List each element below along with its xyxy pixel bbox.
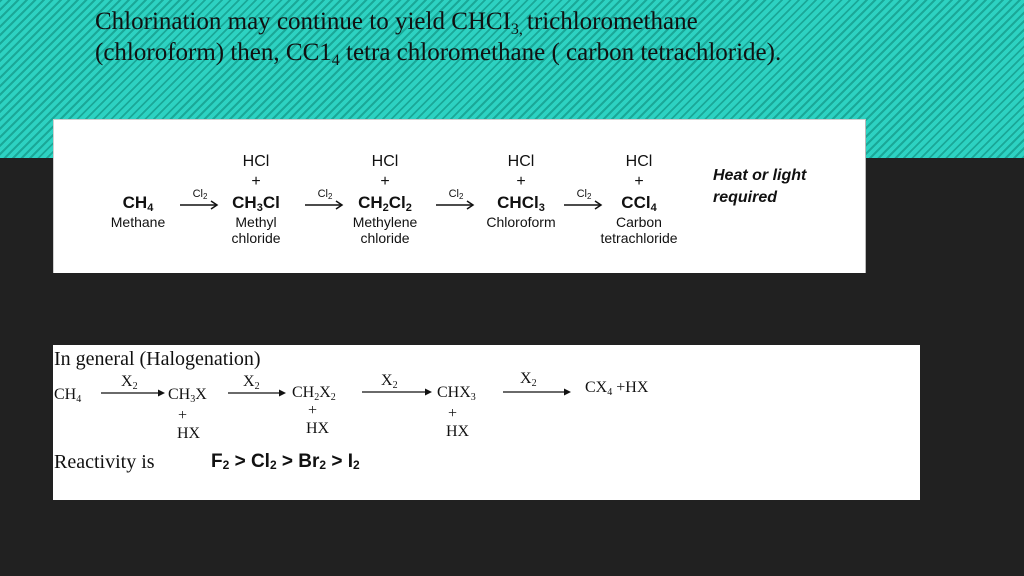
species-ch3x: $CH_3X$ — [168, 386, 207, 405]
plus-sign: + — [251, 173, 261, 190]
arrow-right-icon — [227, 388, 287, 398]
condition-note: Heat or light required — [713, 167, 807, 206]
reaction-arrow-2: $Cl_2$ — [303, 188, 347, 210]
reagent-label-3: $X_2$ — [381, 372, 398, 391]
reactivity-label: Reactivity is — [54, 451, 155, 473]
general-halogenation-box — [53, 345, 920, 500]
hcl-label: HCl — [242, 153, 270, 170]
title-text-3: (chloroform) then, CC1 — [95, 39, 332, 66]
reaction-arrow-1: $Cl_2$ — [178, 188, 222, 210]
methane-column — [83, 192, 193, 230]
carbon-tetrachloride-column: HCl + CCl$_4$ Carbon tetrachloride — [584, 152, 694, 246]
species-chx3: $CHX_3$ — [437, 384, 476, 403]
carbon-tetrachloride-formula: CCl$_4$ — [621, 193, 657, 214]
hx-label: HX — [306, 420, 330, 437]
methyl-chloride-column: HCl + $CH_3Cl$ Methyl chloride — [201, 152, 311, 246]
methyl-chloride-formula: $CH_3Cl$ — [232, 193, 280, 214]
reagent-label-2: $X_2$ — [243, 373, 260, 392]
title-text-2: trichloromethane — [526, 8, 698, 35]
species-cx4-hx: $CX_4 +HX$ — [585, 379, 649, 398]
methylene-chloride-formula: $CH_2Cl_2$ — [358, 193, 412, 214]
plus-sign: + — [448, 405, 458, 422]
reaction-arrow-4: $Cl_2$ — [562, 188, 606, 210]
title-text-1: Chlorination may continue to yield CHCI — [95, 8, 511, 35]
title-sub-2: 4 — [331, 52, 340, 69]
plus-sign: + — [308, 402, 318, 419]
methane-formula: $CH_4$ — [122, 193, 154, 214]
title-sub-1: 3, — [510, 21, 527, 38]
chlorination-scheme — [53, 119, 866, 273]
hx-label: HX — [446, 423, 470, 440]
title-text-4: tetra chloromethane ( carbon tetrachloride). — [339, 39, 782, 66]
general-title: In general (Halogenation) — [54, 348, 261, 370]
chloroform-formula: CHCl$_3$ — [497, 193, 545, 214]
reagent-label-1: $X_2$ — [121, 373, 138, 392]
arrow-right-icon — [361, 387, 433, 397]
reagent-label-4: $X_2$ — [520, 370, 537, 389]
slide-title — [95, 6, 995, 68]
species-ch4: $CH_4$ — [54, 386, 82, 405]
hx-label: HX — [177, 425, 201, 442]
methylene-chloride-column: HCl + $CH_2Cl_2$ Methylene chloride — [330, 152, 440, 246]
reaction-arrow-3: $Cl_2$ — [434, 188, 478, 210]
arrow-right-icon — [502, 387, 572, 397]
chloroform-column: HCl + CHCl$_3$ Chloroform — [466, 152, 576, 230]
species-ch2x2: $CH_2X_2$ — [292, 384, 336, 403]
reactivity-order: $F_2 > Cl_2 > Br_2 > I_2$ — [211, 451, 360, 472]
methane-name: Methane — [110, 214, 166, 230]
plus-sign: + — [178, 407, 188, 424]
arrow-right-icon — [100, 388, 166, 398]
